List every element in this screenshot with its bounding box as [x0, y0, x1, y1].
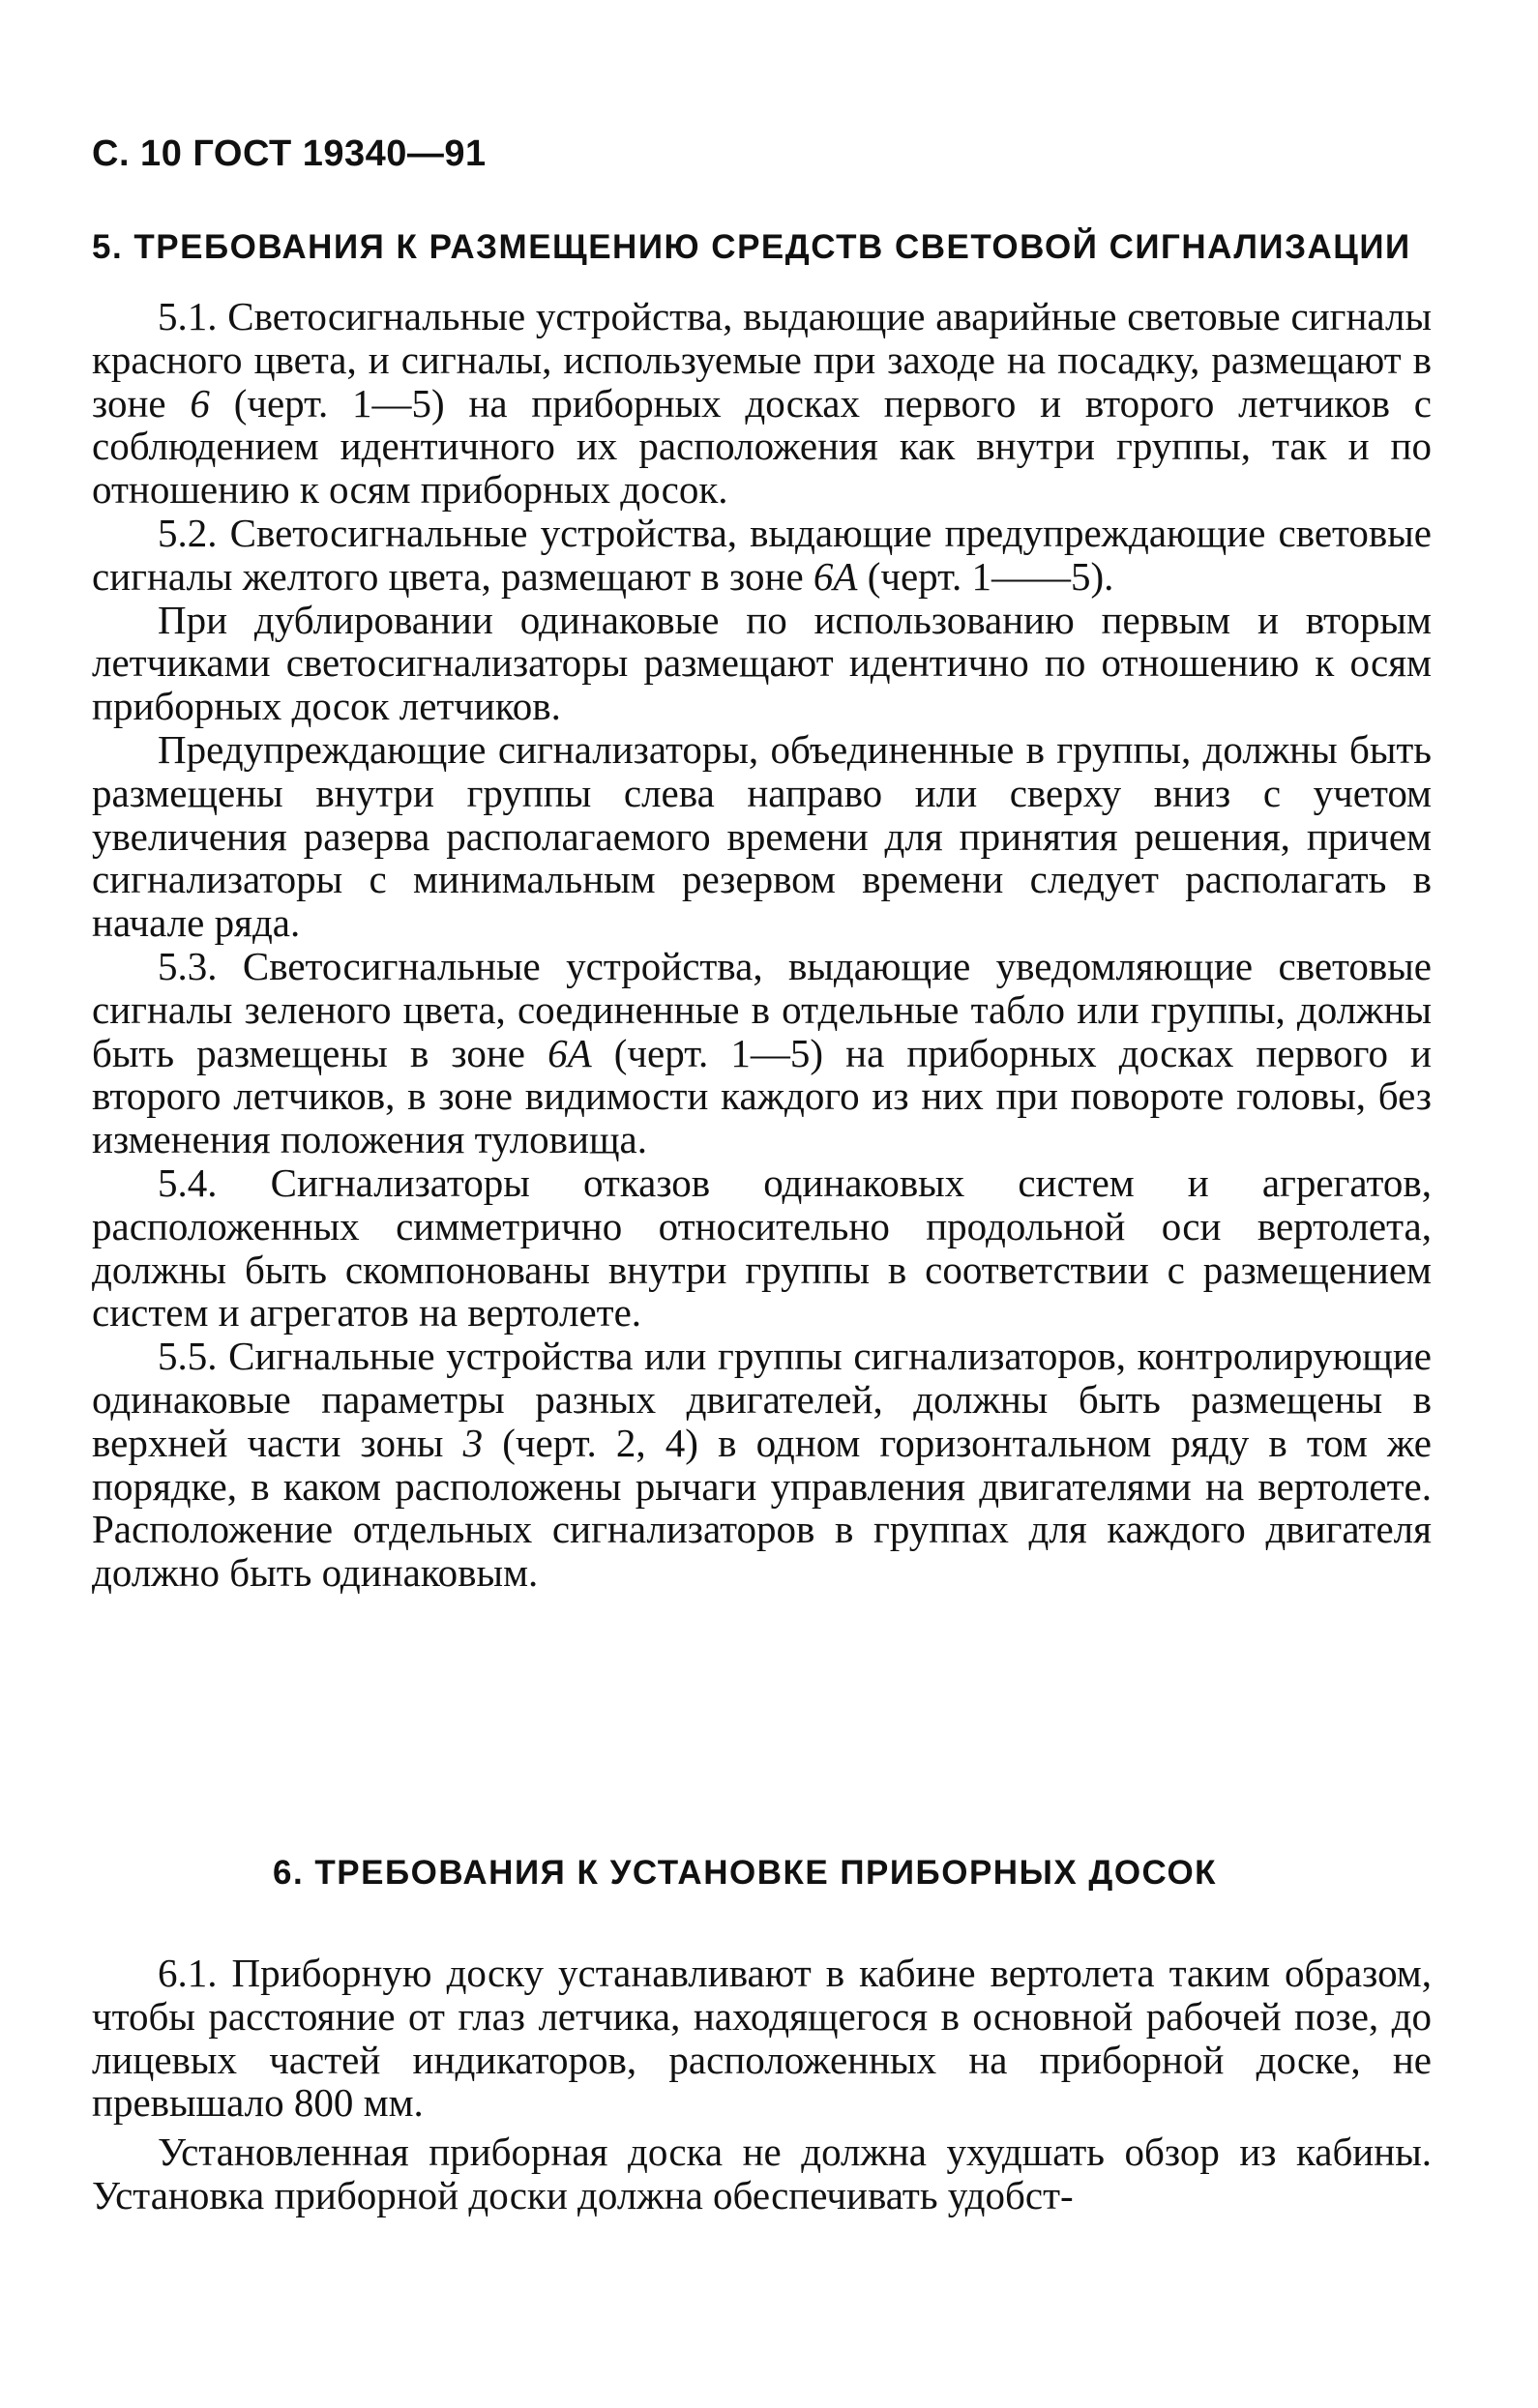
paragraph-5-5-text-b: (черт. 2, 4) в одном горизонтальном ряду в том же порядке, в каком расположены рычаги управления двигателями на вертолете. Расположение отдельных сигнализаторов в группах для каждого двигателя должно быть одинаковым.: [92, 1420, 1432, 1596]
paragraph-5-3-text-b: (черт. 1—5) на приборных досках первого и второго летчиков, в зоне видимости каждого из них при повороте головы, без изменения положения туловища.: [92, 1030, 1432, 1162]
paragraph-6-1: 6.1. Приборную доску устанавливают в кабине вертолета таким образом, чтобы расстояние от глаз летчика, находящегося в основной рабочей позе, до лицевых частей индикаторов, расположенных на приборной доске, не превышало 800 мм.: [92, 1951, 1432, 2126]
zone-ref: 6А: [813, 553, 858, 599]
zone-ref: 3: [462, 1420, 484, 1465]
paragraph-5-2-duplication: При дублировании одинаковые по использованию первым и вторым летчиками светосигнализаторы размещают идентично по отношению к осям приборных досок летчиков.: [92, 597, 1432, 729]
section-5-heading: 5. ТРЕБОВАНИЯ К РАЗМЕЩЕНИЮ СРЕДСТВ СВЕТОВОЙ СИГНАЛИЗАЦИИ: [92, 228, 1411, 266]
paragraph-5-4: 5.4. Сигнализаторы отказов одинаковых систем и агрегатов, расположенных симметрично относительно продольной оси вертолета, должны быть скомпонованы внутри группы в соответствии с размещением систем и агрегатов на вертолете.: [92, 1160, 1432, 1336]
paragraph-5-5: [92, 1335, 1432, 1595]
paragraph-5-1-text-b: (черт. 1—5) на приборных досках первого и второго летчиков с соблюдением идентичного их расположения как внутри группы, так и по отношению к осям приборных досок.: [92, 380, 1432, 513]
section-6-heading: 6. ТРЕБОВАНИЯ К УСТАНОВКЕ ПРИБОРНЫХ ДОСОК: [273, 1854, 1218, 1892]
zone-ref: 6А: [547, 1030, 592, 1075]
running-head: С. 10 ГОСТ 19340—91: [92, 133, 487, 174]
zone-ref: 6: [190, 380, 210, 426]
paragraph-5-5-text-a: 5.5. Сигнальные устройства или группы сигнализаторов, контролирующие одинаковые параметры разных двигателей, должны быть размещены в верхней части зоны: [92, 1334, 1432, 1465]
paragraph-5-2-text-a: 5.2. Светосигнальные устройства, выдающие предупреждающие световые сигналы желтого цвета, размещают в зоне: [92, 510, 1432, 599]
paragraph-5-1-text-a: 5.1. Светосигнальные устройства, выдающие аварийные световые сигналы красного цвета, и сигналы, используемые при заходе на посадку, размещают в зоне: [92, 294, 1432, 426]
paragraph-5-2-warning-groups: Предупреждающие сигнализаторы, объединенные в группы, должны быть размещены внутри группы слева направо или сверху вниз с учетом увеличения разерва располагаемого времени для принятия решения, причем сигнализаторы с минимальным резервом времени следует располагать в начале ряда.: [92, 726, 1432, 946]
paragraph-5-3: [92, 945, 1432, 1161]
section-5-body: [92, 295, 1432, 1595]
section-6-body: [92, 1952, 1432, 2217]
paragraph-5-3-text-a: 5.3. Светосигнальные устройства, выдающие уведомляющие световые сигналы зеленого цвета, соединенные в отдельные табло или группы, должны быть размещены в зоне: [92, 943, 1432, 1075]
paragraph-5-2: [92, 512, 1432, 599]
paragraph-5-1: [92, 295, 1432, 512]
paragraph-5-2-text-b: (черт. 1——5).: [857, 553, 1114, 599]
paragraph-6-1-view: Установленная приборная доска не должна ухудшать обзор из кабины. Установка приборной доски должна обеспечивать удобст-: [92, 2129, 1432, 2217]
